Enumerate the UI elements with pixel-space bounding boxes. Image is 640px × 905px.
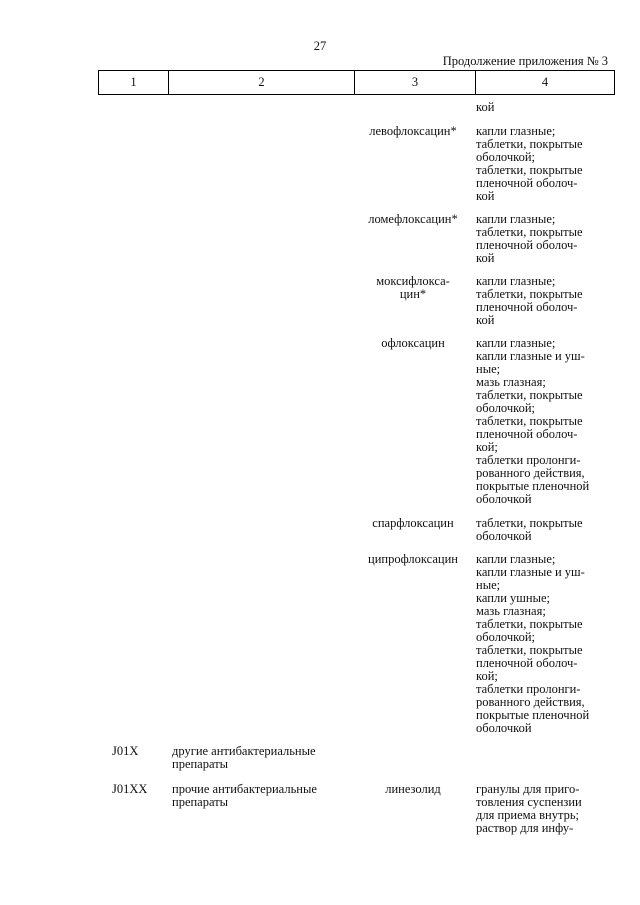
drug-cell	[354, 337, 472, 350]
forms-cell-line: оболочкой;	[476, 150, 535, 164]
forms-cell-line: таблетки, покрытые	[476, 137, 583, 151]
forms-cell	[476, 517, 616, 543]
group-cell-line: препараты	[172, 757, 229, 771]
forms-cell-line: рованного действия,	[476, 466, 585, 480]
group-cell	[172, 745, 352, 771]
forms-cell-line: кой	[476, 313, 495, 327]
drug-cell-line: офлоксацин	[381, 336, 445, 350]
forms-cell-line: кой	[476, 189, 495, 203]
forms-cell	[476, 337, 616, 506]
forms-cell-line: таблетки, покрытые	[476, 516, 583, 530]
forms-cell-line: рованного действия,	[476, 695, 585, 709]
forms-cell	[476, 213, 616, 265]
forms-cell	[476, 783, 616, 835]
forms-cell-line: таблетки, покрытые	[476, 414, 583, 428]
forms-cell-line: таблетки, покрытые	[476, 388, 583, 402]
forms-cell-line: покрытые пленочной	[476, 479, 590, 493]
page-number: 27	[313, 39, 327, 53]
drug-cell	[354, 517, 472, 530]
forms-cell-line: товления суспензии	[476, 795, 582, 809]
forms-cell-line: капли глазные;	[476, 124, 556, 138]
forms-cell-line: таблетки, покрытые	[476, 225, 583, 239]
forms-cell-line: капли глазные и уш-	[476, 349, 585, 363]
drug-cell	[354, 783, 472, 796]
forms-cell-line: капли глазные;	[476, 336, 556, 350]
forms-cell-line: пленочной оболоч-	[476, 427, 578, 441]
forms-cell-line: мазь глазная;	[476, 604, 546, 618]
forms-cell-line: кой	[476, 251, 495, 265]
forms-cell	[476, 125, 616, 203]
forms-cell-line: кой;	[476, 669, 498, 683]
forms-cell	[476, 275, 616, 327]
forms-cell-line: капли ушные;	[476, 591, 550, 605]
forms-cell-line: мазь глазная;	[476, 375, 546, 389]
forms-cell-line: оболочкой;	[476, 630, 535, 644]
forms-cell-line: для приема внутрь;	[476, 808, 580, 822]
drug-cell-line: моксифлокса-	[376, 274, 450, 288]
forms-cell-line: капли глазные;	[476, 552, 556, 566]
drug-cell-line: ломефлоксацин*	[368, 212, 458, 226]
drug-cell-line: линезолид	[385, 782, 441, 796]
forms-cell-line: таблетки, покрытые	[476, 643, 583, 657]
group-cell-line: другие антибактериальные	[172, 744, 316, 758]
drug-cell	[354, 125, 472, 138]
drug-cell-line: цин*	[399, 287, 427, 301]
column-header-3: 3	[355, 71, 476, 95]
forms-cell-line: таблетки, покрытые	[476, 287, 583, 301]
forms-cell-line: капли глазные;	[476, 212, 556, 226]
code-cell: J01X	[112, 744, 139, 758]
forms-cell-line: ные;	[476, 578, 501, 592]
drug-cell	[354, 275, 472, 301]
forms-cell-line: оболочкой	[476, 721, 532, 735]
forms-cell-line: таблетки, покрытые	[476, 163, 583, 177]
forms-cell-line: пленочной оболоч-	[476, 300, 578, 314]
forms-cell-line: покрытые пленочной	[476, 708, 590, 722]
forms-cell-line: оболочкой;	[476, 401, 535, 415]
column-header-row	[99, 71, 615, 95]
forms-cell-line: капли глазные;	[476, 274, 556, 288]
drug-cell	[354, 213, 472, 226]
group-cell	[172, 783, 352, 809]
forms-cell-line: кой	[476, 100, 495, 114]
drug-cell	[354, 553, 472, 566]
forms-cell-line: таблетки пролонги-	[476, 453, 581, 467]
column-header-4: 4	[476, 71, 615, 95]
column-header-1: 1	[99, 71, 169, 95]
forms-cell-line: ные;	[476, 362, 501, 376]
forms-cell-line: кой;	[476, 440, 498, 454]
column-header-2: 2	[169, 71, 355, 95]
forms-cell	[476, 101, 616, 114]
forms-cell-line: пленочной оболоч-	[476, 176, 578, 190]
forms-cell-line: капли глазные и уш-	[476, 565, 585, 579]
forms-cell-line: гранулы для приго-	[476, 782, 580, 796]
forms-cell-line: оболочкой	[476, 492, 532, 506]
forms-cell-line: таблетки, покрытые	[476, 617, 583, 631]
forms-cell-line: таблетки пролонги-	[476, 682, 581, 696]
group-cell-line: препараты	[172, 795, 229, 809]
group-cell-line: прочие антибактериальные	[172, 782, 317, 796]
forms-cell-line: пленочной оболоч-	[476, 656, 578, 670]
drug-cell-line: левофлоксацин*	[369, 124, 457, 138]
drug-cell-line: ципрофлоксацин	[368, 552, 458, 566]
column-header-table	[98, 70, 615, 95]
continuation-note: Продолжение приложения № 3	[442, 54, 608, 68]
forms-cell-line: оболочкой	[476, 529, 532, 543]
forms-cell	[476, 553, 616, 735]
forms-cell-line: пленочной оболоч-	[476, 238, 578, 252]
code-cell: J01XX	[112, 782, 148, 796]
forms-cell-line: раствор для инфу-	[476, 821, 574, 835]
drug-cell-line: спарфлоксацин	[372, 516, 454, 530]
